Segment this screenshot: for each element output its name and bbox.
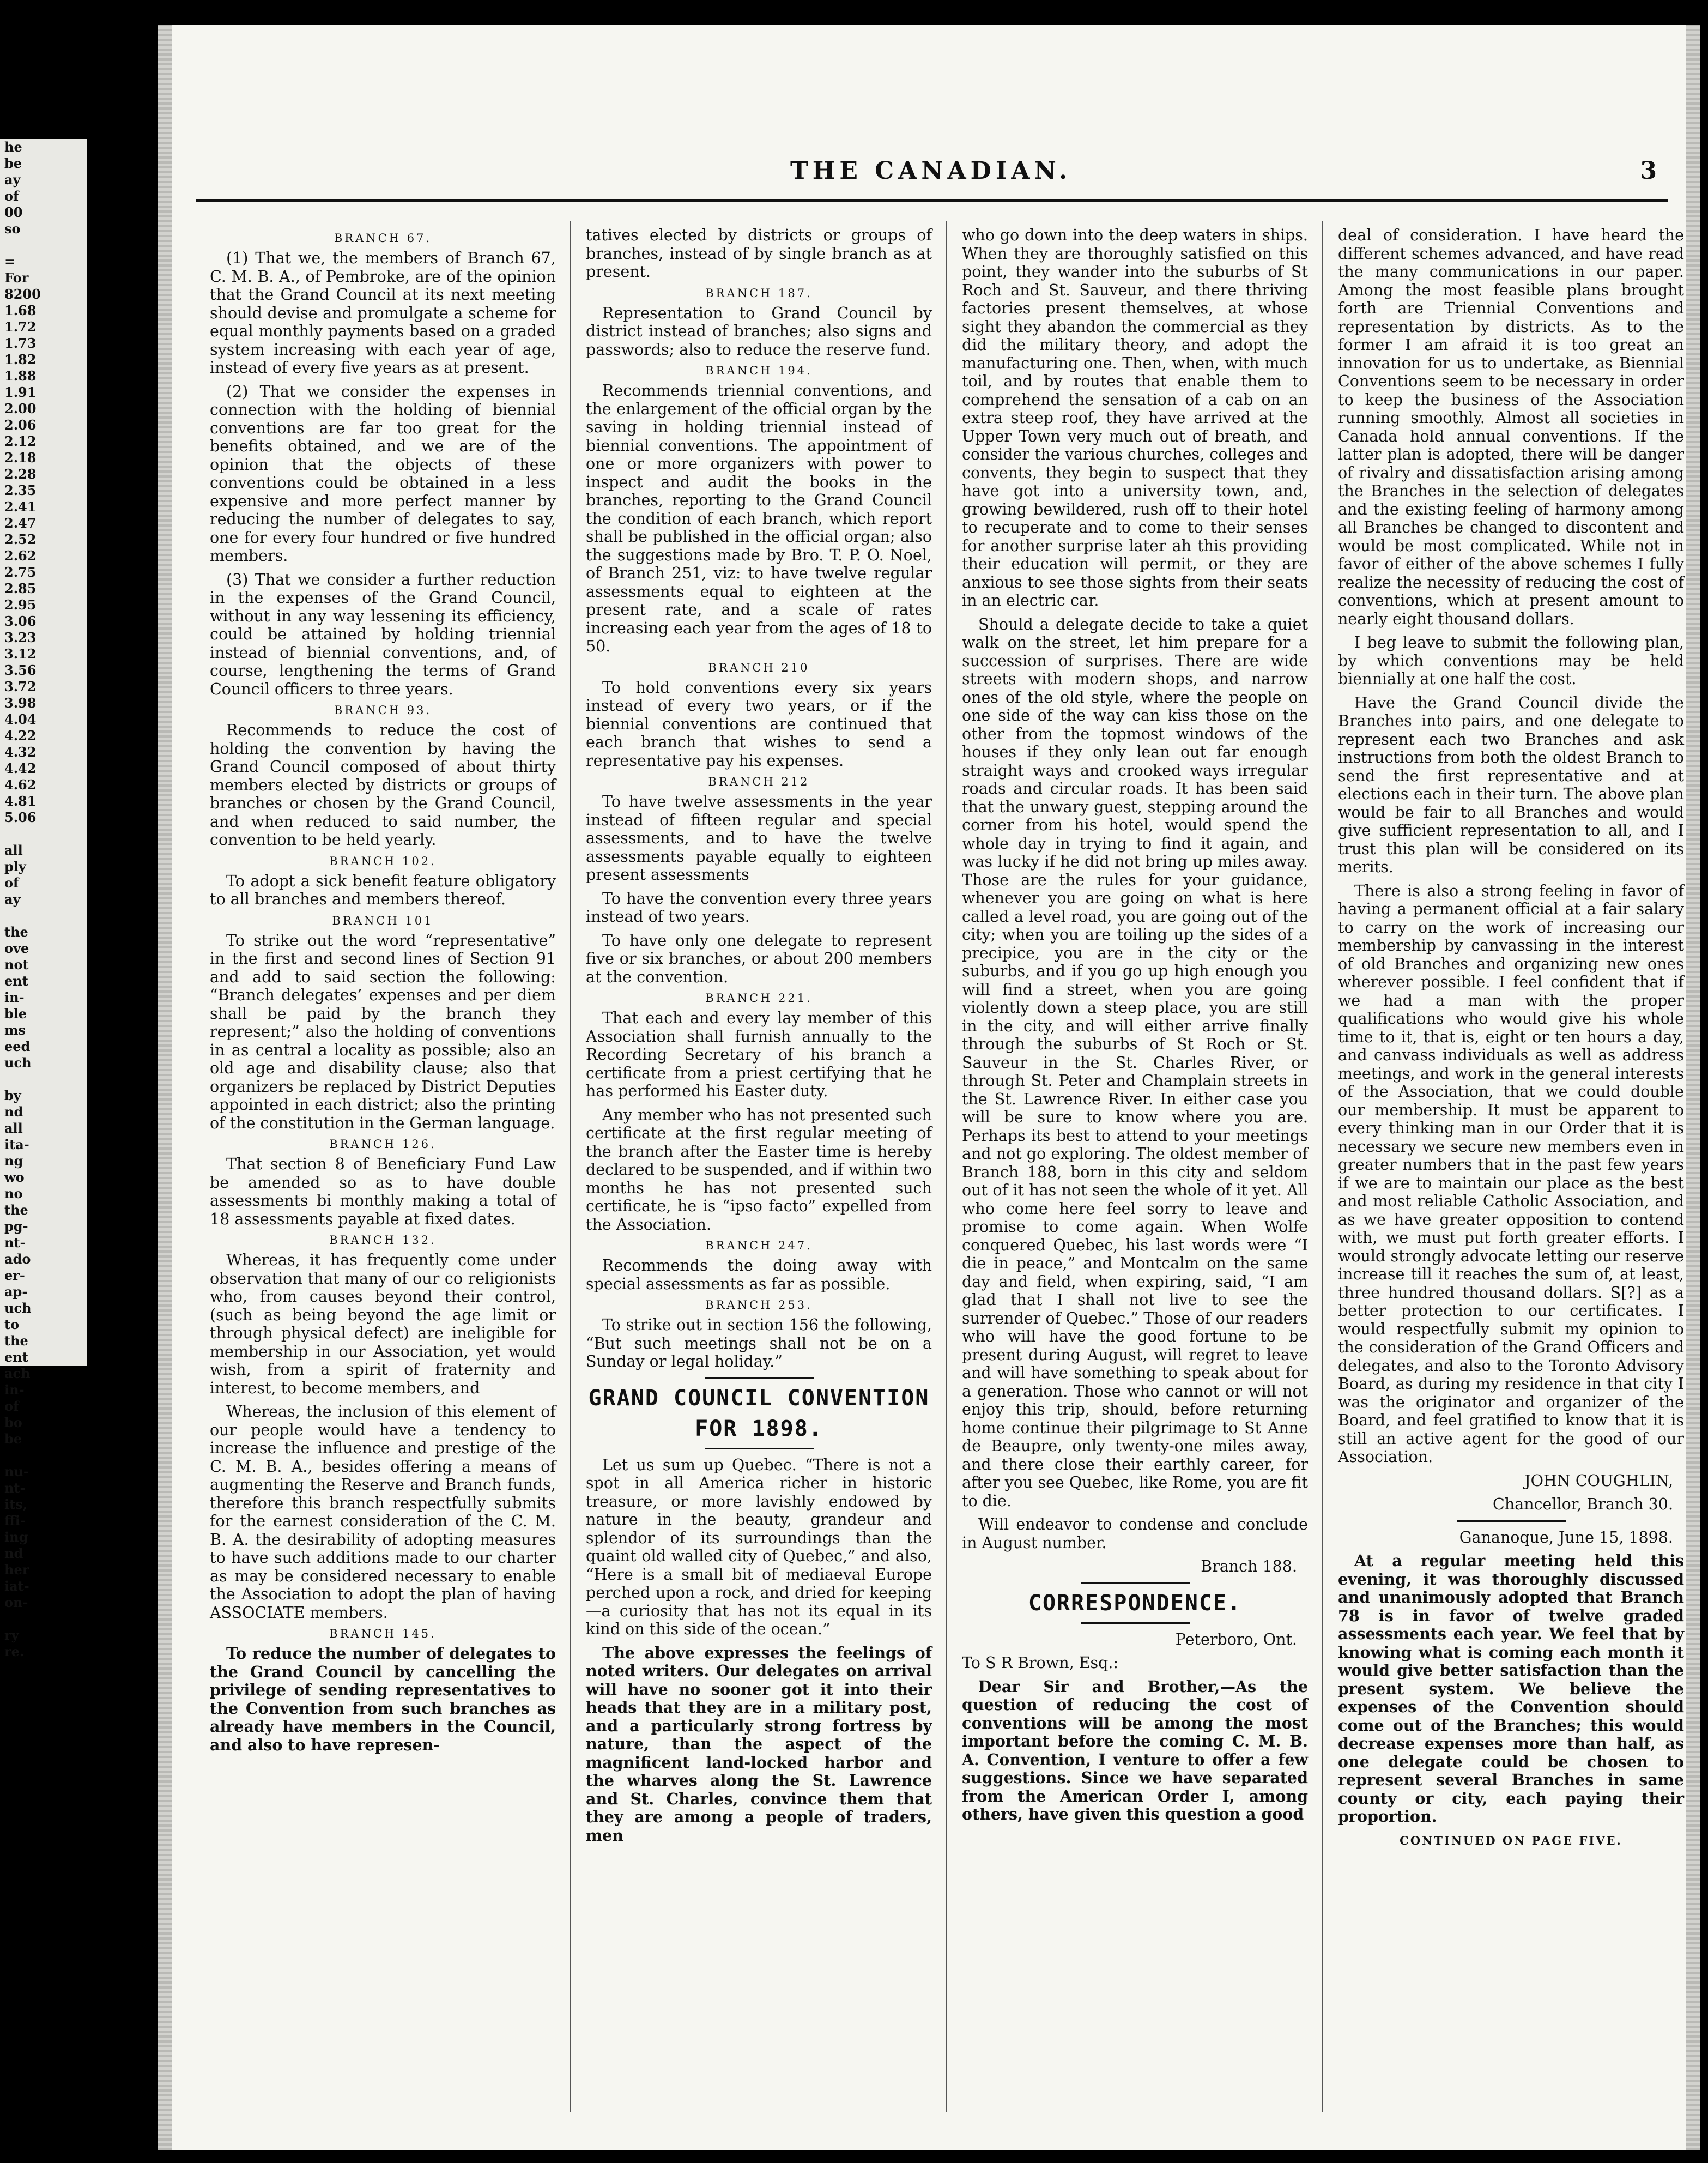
edge-fragment-text: 1.68 <box>4 303 37 318</box>
edge-fragment-text: 4.22 <box>4 728 37 744</box>
edge-fragment-text: 3.56 <box>4 662 37 678</box>
edge-fragment-text: ent <box>4 1349 28 1365</box>
edge-fragment-text: nd <box>4 1545 23 1561</box>
edge-fragment-text: ay <box>4 891 21 907</box>
divider-rule <box>705 1377 814 1379</box>
divider-rule <box>1081 1582 1190 1584</box>
edge-fragment-text: 3.72 <box>4 679 37 694</box>
adjacent-page-fragment <box>0 139 87 1659</box>
article-headline-year: FOR 1898. <box>695 1416 823 1441</box>
edge-fragment-text: 1.73 <box>4 335 37 351</box>
edge-fragment-text: ply <box>4 859 26 874</box>
edge-fragment-text: 4.81 <box>4 793 37 809</box>
paragraph: To strike out the word “representative” in the first and second lines of Section 91 and add to said section the following: “Branch delegates’ expenses and per diem shall be paid by the branch they represent;” also the holding of conventions in as central a locality as possible; also an old age and disability clause; also that organizers be replaced by District Deputies appointed in each district; also the printing of the constitution in the German language. <box>210 931 556 1132</box>
edge-fragment-text: ffi- <box>4 1513 26 1528</box>
paragraph: That section 8 of Beneficiary Fund Law be amended so as to have double assessments bi monthly making a total of 18 assessments payable at fixed dates. <box>210 1155 556 1228</box>
dateline: Gananoque, June 15, 1898. <box>1459 1528 1673 1546</box>
edge-fragment-text: ita- <box>4 1137 29 1152</box>
edge-fragment-text: 2.75 <box>4 564 37 580</box>
edge-fragment-text: 2.62 <box>4 548 37 564</box>
edge-fragment-text: 2.52 <box>4 531 37 547</box>
edge-fragment-text: uch <box>4 1055 32 1071</box>
signature: Branch 188. <box>1201 1557 1297 1575</box>
edge-fragment-text: 1.72 <box>4 319 37 335</box>
edge-fragment-text: 2.41 <box>4 499 37 515</box>
section-heading: BRANCH 187. <box>705 286 813 300</box>
edge-fragment-text <box>0 237 87 253</box>
paragraph: Recommends triennial conventions, and the enlargement of the official organ by the saving in holding triennial instead of biennial conventions. The appointment of one or more organizers with power to inspect and audit the books in the branches, reporting to the Grand Council the condition of each branch, which report shall be published in the official organ; also the suggestions made by Bro. T. P. O. Noel, of Branch 251, viz: to have twelve regular assessments equal to eighteen at the present rate, and a scale of rates increasing each year from the ages of 18 to 50. <box>586 382 932 655</box>
paragraph: To hold conventions every six years instead of every two years, or if the biennial conventions are continued that each branch that wishes to send a representative pay his expenses. <box>586 678 932 770</box>
edge-fragment-text: all <box>4 842 23 858</box>
edge-fragment-text: wo <box>4 1169 25 1185</box>
signature-title: Chancellor, Branch 30. <box>1493 1495 1673 1513</box>
paragraph: Recommends the doing away with special assessments as far as possible. <box>586 1256 932 1293</box>
page-number: 3 <box>1640 157 1657 185</box>
paragraph: There is also a strong feeling in favor of having a permanent official at a fair salary to carry on the work of increasing our membership by canvassing in the interest of old Branches and organizing new ones wherever possible. I feel confident that if we had a man with the proper qualifications who would give his whole time to it, that is, eight or ten hours a day, and canvass individuals as well as address meetings, and work in the general interests of the Association, that we could double our membership. It must be apparent to every thinking man in our Order that it is necessary we secure new members even in greater numbers that in the past few years if we are to maintain our place as the best and most reliable Catholic Association, and as we have greater opposition to contend with, we must put forth greater efforts. I would strongly advocate letting our reserve increase till it reaches the sum of, at least, three hundred thousand dollars. S[?] as a better protection to our certificates. I would respectfully submit my opinion to the consideration of the Grand Officers and delegates, and also to the Toronto Advisory Board, as during my residence in that city I was the originator and organizer of the Board, and feel gratified to know that it is still an active agent for the good of our Association. <box>1338 881 1684 1466</box>
section-heading: BRANCH 221. <box>705 992 813 1005</box>
column-3 <box>962 226 1308 2118</box>
edge-fragment-text: he <box>4 139 22 155</box>
edge-fragment-text: 4.32 <box>4 744 37 760</box>
edge-fragment-text: nd <box>4 1104 23 1120</box>
paragraph: I beg leave to submit the following plan, by which conventions may be held biennially at one half the cost. <box>1338 633 1684 688</box>
newspaper-page <box>158 25 1700 2150</box>
article-headline: GRAND COUNCIL CONVENTION <box>588 1385 930 1411</box>
edge-fragment-text <box>0 1071 87 1087</box>
edge-fragment-text <box>0 1447 87 1464</box>
paragraph: The above expresses the feelings of noted writers. Our delegates on arrival will have no sooner got it into their heads that they are in a military post, and a particularly strong fortress by nature, than the aspect of the magnificent land-locked harbor and the wharves along the St. Lawrence and St. Charles, convince them that they are among a people of traders, men <box>586 1643 932 1845</box>
edge-fragment-text: 00 <box>4 204 23 220</box>
edge-fragment-text: by <box>4 1087 21 1103</box>
edge-fragment-text: nt- <box>4 1480 26 1496</box>
paragraph: To strike out in section 156 the following, “But such meetings shall not be on a Sunday or legal holiday.” <box>586 1316 932 1370</box>
edge-fragment-text: ay <box>4 172 21 188</box>
paragraph: That each and every lay member of this Association shall furnish annually to the Recording Secretary of his branch a certificate from a priest certifying that he has performed his Easter duty. <box>586 1009 932 1100</box>
paragraph: (3) That we consider a further reduction in the expenses of the Grand Council, without in any way lessening its efficiency, could be attained by holding triennial instead of biennial conventions, and, of course, lengthening the terms of Grand Council officers to three years. <box>210 570 556 698</box>
edge-fragment-text: ent <box>4 973 28 989</box>
salutation: To S R Brown, Esq.: <box>962 1654 1119 1672</box>
paragraph: Will endeavor to condense and conclude in August number. <box>962 1515 1308 1552</box>
masthead <box>158 153 1700 196</box>
edge-fragment-text: in- <box>4 989 25 1005</box>
section-heading: BRANCH 126. <box>329 1138 437 1151</box>
paragraph: (2) That we consider the expenses in connection with the holding of biennial conventions are far too great for the benefits obtained, and we are of the opinion that the objects of these conventions could be obtained in a less expensive and more perfect manner by reducing the number of delegates to say, one for every four hundred or five hundred members. <box>210 382 556 565</box>
edge-fragment-text: 8200 <box>4 286 41 302</box>
paragraph: To have only one delegate to represent five or six branches, or about 200 members at the convention. <box>586 931 932 986</box>
edge-fragment-text: re. <box>4 1644 25 1659</box>
section-heading: BRANCH 212 <box>708 775 810 788</box>
edge-fragment-text: the <box>4 1202 28 1218</box>
column-2 <box>586 226 932 2118</box>
section-heading: BRANCH 102. <box>329 854 437 868</box>
signature-name: JOHN COUGHLIN, <box>1524 1471 1673 1490</box>
paragraph: Representation to Grand Council by district instead of branches; also signs and passwords; also to reduce the reserve fund. <box>586 304 932 359</box>
paragraph: deal of consideration. I have heard the different schemes advanced, and have read the many communications in our paper. Among the most feasible plans brought forth are Triennial Conventions and representation by districts. As to the former I am afraid it is too great an innovation for us to undertake, as Biennial Conventions seem to be necessary in order to keep the business of the Association running smoothly. Almost all societies in Canada hold annual conventions. If the latter plan is adopted, there will be danger of rivalry and dissatisfaction arising among the Branches in the selection of delegates and the existing feeling of harmony among all Branches be changed to discontent and would be most complicated. While not in favor of either of the above schemes I fully realize the necessity of reducing the cost of conventions, which at present amount to nearly eight thousand dollars. <box>1338 226 1684 628</box>
paragraph: To have the convention every three years instead of two years. <box>586 889 932 926</box>
edge-fragment-text: 2.00 <box>4 401 37 416</box>
edge-fragment-text: no <box>4 1186 23 1201</box>
edge-fragment-text: of <box>4 875 19 891</box>
edge-fragment-text: eed <box>4 1038 31 1054</box>
scan-noise-right <box>1686 25 1700 2150</box>
continued-notice: CONTINUED ON PAGE FIVE. <box>1400 1833 1622 1847</box>
paragraph: To adopt a sick benefit feature obligatory to all branches and members thereof. <box>210 872 556 908</box>
section-heading: BRANCH 101 <box>332 914 434 927</box>
edge-fragment-text <box>0 1611 87 1627</box>
edge-fragment-text: 1.88 <box>4 368 37 384</box>
newspaper-title: THE CANADIAN. <box>790 157 1072 185</box>
paragraph: Any member who has not presented such certificate at the first regular meeting of the branch after the Easter time is hereby declared to be suspended, and if within two months he has not presented such certificate, he is “ipso facto” expelled from the Association. <box>586 1105 932 1234</box>
column-1 <box>210 226 556 2118</box>
edge-fragment-text: For <box>4 270 29 286</box>
edge-fragment-text: nu- <box>4 1464 29 1479</box>
paragraph: To reduce the number of delegates to the Grand Council by cancelling the privilege of sending representatives to the Convention from such branches as already have members in the Council, and also to have represen- <box>210 1644 556 1754</box>
edge-fragment-text: ng <box>4 1153 23 1169</box>
section-heading: BRANCH 253. <box>705 1298 813 1312</box>
edge-fragment-text: ado <box>4 1251 31 1267</box>
divider-rule <box>705 1448 814 1449</box>
edge-fragment-text: ms <box>4 1022 26 1038</box>
edge-fragment-text: ap- <box>4 1284 28 1300</box>
edge-fragment-text: its, <box>4 1496 28 1512</box>
edge-fragment-text: 2.28 <box>4 466 37 482</box>
edge-fragment-text: 2.35 <box>4 482 37 498</box>
paragraph: who go down into the deep waters in ships. When they are thoroughly satisfied on this point, they wander into the suburbs of St Roch and St. Sauveur, and there thriving factories present themselves, at whose sight they abandon the commercial as they did the military theory, and adopt the manufacturing one. Then, when, with much toil, and by routes that enable them to comprehend the sensation of a cab on an extra steep roof, they have arrived at the Upper Town very much out of breath, and consider the various churches, colleges and convents, they begin to suspect that they have got into a university town, and, growing bewildered, rush off to their hotel to recuperate and to come to their senses for another surprise later ah this providing their education will permit, or they are anxious to see those sights from their seats in an electric car. <box>962 226 1308 609</box>
edge-fragment-text: 2.06 <box>4 417 37 433</box>
edge-fragment-text <box>0 826 87 842</box>
edge-fragment-text: be <box>4 1431 22 1447</box>
paragraph: To have twelve assessments in the year instead of fifteen regular and special assessments, and to have the twelve assessments payable equally to eighteen present assessments <box>586 793 932 884</box>
paragraph: Let us sum up Quebec. “There is not a spot in all America richer in historic treasure, or more lavishly endowed by nature in the beauty, grandeur and splendor of its surroundings than the quaint old walled city of Quebec,” and also, “Here is a small bit of mediaeval Europe perched upon a rock, and dried for keeping—a curiosity that has not its equal in its kind on this side of the ocean.” <box>586 1455 932 1638</box>
section-heading: BRANCH 67. <box>334 232 432 245</box>
paragraph: Should a delegate decide to take a quiet walk on the street, let him prepare for a succession of surprises. There are wide streets with modern shops, and narrow ones of the old style, where the people on one side of the way can kiss those on the other from the topmost windows of the houses if they only lean out far enough straight ways and crooked ways irregular roads and circular roads. It has been said that the unwary guest, stepping around the corner from his hotel, would spend the whole day in trying to find it again, and was lucky if he did not bring up miles away. Those are the rules for your guidance, whenever you are going on what is here called a level road, you are going out of the city; when you are toiling up the sides of a precipice, you are in the city or the suburbs, and if you go up high enough you will find a street, when you are going violently down a steep place, you are still in the city, and will either arrive finally through the suburbs of St Roch or St. Sauveur in the St. Charles River, or through St. Peter and Champlain streets in the St. Lawrence River. In either case you will be sure to know where you are. Perhaps its best to attend to your meetings and not go exploring. The oldest member of Branch 188, born in this city and seldom out of it has not seen the whole of it yet. All who come here feel sorry to leave and promise to come again. When Wolfe conquered Quebec, his last words were “I die in peace,” and Montcalm on the same day and field, when expiring, said, “I am glad that I shall not live to see the surrender of Quebec.” Those of our readers who will have the good fortune to be present during August, will regret to leave and will have something to speak about for a generation. Those who cannot or will not enjoy this trip, should, before returning home continue their pilgrimage to St Anne de Beaupre, only twenty-one miles away, and there close their earthly career, for after you see Quebec, like Rome, you are fit to die. <box>962 615 1308 1510</box>
section-heading: BRANCH 247. <box>705 1239 813 1252</box>
edge-fragment-text: 2.95 <box>4 597 37 613</box>
edge-fragment-text: of <box>4 188 19 204</box>
edge-fragment-text: all <box>4 1120 23 1136</box>
edge-fragment-text: bo <box>4 1415 22 1430</box>
edge-fragment-text: not <box>4 957 29 972</box>
edge-fragment-text: ove <box>4 940 29 956</box>
edge-fragment-text <box>0 908 87 924</box>
section-heading: BRANCH 132. <box>329 1234 437 1247</box>
edge-fragment-text: pg- <box>4 1218 28 1234</box>
edge-fragment-text: 4.04 <box>4 711 37 727</box>
edge-fragment-text: = <box>4 253 16 269</box>
edge-fragment-text: 5.06 <box>4 809 37 825</box>
edge-fragment-text: so <box>4 221 21 237</box>
paragraph: tatives elected by districts or groups of branches, instead of by single branch as at present. <box>586 226 932 281</box>
section-heading: BRANCH 194. <box>705 364 813 377</box>
edge-fragment-text: on- <box>4 1594 28 1610</box>
edge-fragment-text: 4.42 <box>4 760 37 776</box>
edge-fragment-text: uch <box>4 1300 32 1316</box>
edge-fragment-text: in- <box>4 1382 25 1398</box>
section-heading: BRANCH 93. <box>334 704 432 717</box>
paragraph: Recommends to reduce the cost of holding the convention by having the Grand Council composed of about thirty members elected by districts or groups of branches or chosen by the Grand Council, and when reduced to said number, the convention to be held yearly. <box>210 721 556 849</box>
section-headline: CORRESPONDENCE. <box>1028 1590 1242 1616</box>
paragraph: At a regular meeting held this evening, it was thoroughly discussed and unanimously adopted that Branch 78 is in favor of twelve graded assessments each year. We feel that by knowing what is coming each month it would give better satisfaction than the present system. We believe the expenses of the Convention should come out of the Branches; this would decrease expenses more than half, as one delegate could be chosen to represent several Branches in same county or city, each paying their proportion. <box>1338 1551 1684 1826</box>
scan-noise-left <box>158 25 172 2150</box>
edge-fragment-text: to <box>4 1316 20 1332</box>
column-divider <box>946 221 947 2112</box>
divider-rule <box>1457 1520 1566 1522</box>
masthead-rule <box>196 199 1668 202</box>
edge-fragment-text: be <box>4 155 22 171</box>
edge-fragment-text: ing <box>4 1529 28 1545</box>
column-divider <box>570 221 571 2112</box>
dateline: Peterboro, Ont. <box>1175 1630 1297 1648</box>
edge-fragment-text: 1.91 <box>4 384 37 400</box>
edge-fragment-text: 2.85 <box>4 581 37 596</box>
edge-fragment-text: the <box>4 924 28 940</box>
edge-fragment-text: 2.12 <box>4 433 37 449</box>
paragraph: (1) That we, the members of Branch 67, C. M. B. A., of Pembroke, are of the opinion that the Grand Council at its next meeting should devise and promulgate a scheme for equal monthly payments based on a graded system increasing with each year of age, instead of every five years as at present. <box>210 249 556 377</box>
edge-fragment-text: of <box>4 1398 19 1414</box>
edge-fragment-text: the <box>4 1333 28 1349</box>
column-4 <box>1338 226 1684 2118</box>
edge-fragment-text: 2.18 <box>4 450 37 466</box>
edge-fragment-text: 3.12 <box>4 646 37 662</box>
edge-fragment-text: 4.62 <box>4 777 37 793</box>
edge-fragment-text: er- <box>4 1267 25 1283</box>
paragraph: Dear Sir and Brother,—As the question of reducing the cost of conventions will be among the most important before the coming C. M. B. A. Convention, I venture to offer a few suggestions. Since we have separated from the American Order I, among others, have given this question a good <box>962 1677 1308 1823</box>
edge-fragment-text: her <box>4 1562 29 1578</box>
edge-fragment-text: ach <box>4 1366 31 1381</box>
edge-fragment-text: 3.06 <box>4 613 37 629</box>
edge-fragment-text: 1.82 <box>4 352 37 367</box>
edge-fragment-text: ry <box>4 1627 19 1643</box>
edge-fragment-text: 3.23 <box>4 630 37 645</box>
edge-fragment-text: 3.98 <box>4 695 37 711</box>
edge-fragment-text: ble <box>4 1006 27 1022</box>
paragraph: Have the Grand Council divide the Branches into pairs, and one delegate to represent each two Branches and ask instructions from both the oldest Branch to send the first representative and at elections each in their turn. The above plan would be fair to all Branches and would give sufficient representation to all, and I trust this plan will be considered on its merits. <box>1338 693 1684 876</box>
column-divider <box>1322 221 1323 2112</box>
edge-fragment-text: iat- <box>4 1578 29 1594</box>
paragraph: Whereas, it has frequently come under observation that many of our co religionists who, from causes beyond their control, (such as being beyond the age limit or through physical defect) are ineligible for membership in our Association, yet would wish, from a spirit of fraternity and interest, to become members, and <box>210 1251 556 1397</box>
divider-rule <box>1081 1622 1190 1624</box>
section-heading: BRANCH 145. <box>329 1627 437 1640</box>
section-heading: BRANCH 210 <box>708 661 810 674</box>
edge-fragment-text: 2.47 <box>4 515 37 531</box>
paragraph: Whereas, the inclusion of this element of our people would have a tendency to increase the influence and prestige of the C. M. B. A., besides offering a means of augmenting the Reserve and Branch funds, therefore this branch respectfully submits for the earnest consideration of the C. M. B. A. the desirability of adopting measures to have such additions made to our charter as may be considered necessary to enable the Association to adopt the plan of having ASSOCIATE members. <box>210 1403 556 1622</box>
edge-fragment-text: nt- <box>4 1235 26 1250</box>
